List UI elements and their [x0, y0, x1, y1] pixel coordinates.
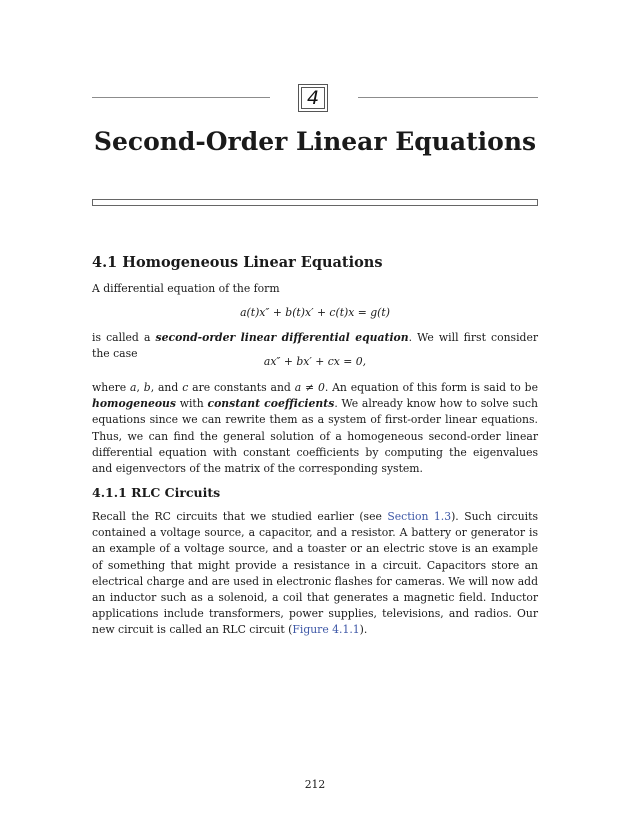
text-run: with — [175, 397, 208, 411]
text-run: , — [136, 381, 144, 394]
term-homogeneous: homogeneous — [92, 397, 176, 411]
equation-general: a(t)x″ + b(t)x′ + c(t)x = g(t) — [240, 306, 390, 319]
text-run: . We will first consider the case — [92, 331, 539, 361]
section-intro-paragraph — [92, 281, 538, 297]
rlc-paragraph — [92, 509, 538, 639]
math-var-c: c — [182, 381, 189, 394]
math-var-b: b — [143, 381, 151, 394]
chapter-number: 4 — [301, 87, 325, 109]
term-second-order-linear: second-order linear differential equation — [155, 331, 409, 344]
text-run: Recall the RC circuits that we studied earlier (see — [92, 510, 388, 523]
text-run: is called a — [92, 331, 156, 344]
text-run: ). Such circuits contained a voltage source, a capacitor, and a resistor. A battery or generator is an example of a voltage source, and a toaster or an electric stove is an example of something that might provide a resistance in a circuit. Capacitors store an electrical charge and are used in electronic flashes for cameras. We will now add an inductor such as a solenoid, a coil that generates a magnetic field. Inductor applications include transformers, power supplies, televisions, and radios. Our new circuit is called an RLC circuit ( — [92, 510, 538, 637]
text-run: where — [92, 381, 131, 394]
term-constant-coefficients: constant coefficients — [207, 397, 335, 411]
subsection-heading: 4.1.1 RLC Circuits — [92, 485, 221, 500]
text-run: are constants and — [188, 381, 295, 394]
text-run: . An equation of this form is said to be — [324, 381, 538, 394]
math-var-a: a — [130, 381, 137, 394]
text-run: . We already know how to solve such equations since we can rewrite them as a system of first-order linear equations. Thus, we can find the general solution of a homogeneous second-order linear differential equation with constant coefficients by computing the eigenvalues and eigenvectors of the matrix of the corresponding system. — [92, 397, 539, 476]
figure-4-1-1-link[interactable]: Figure 4.1.1 — [292, 623, 360, 637]
text-run: , and — [150, 381, 183, 394]
intro-text: A differential equation of the form — [92, 282, 280, 295]
math-condition: a ≠ 0 — [294, 381, 325, 394]
chapter-rule-right — [358, 97, 538, 98]
chapter-number-box — [298, 84, 328, 112]
chapter-rule-left — [92, 97, 270, 98]
chapter-title: Second-Order Linear Equations — [93, 127, 537, 156]
section-1-3-link[interactable]: Section 1.3 — [387, 510, 452, 523]
page-number: 212 — [304, 778, 326, 791]
text-run: ). — [359, 623, 368, 637]
chapter-title-bar — [92, 199, 538, 206]
equation-constant-coefficients: ax″ + bx′ + cx = 0, — [263, 355, 367, 368]
section-heading: 4.1 Homogeneous Linear Equations — [92, 254, 383, 271]
homogeneous-paragraph — [92, 380, 538, 477]
